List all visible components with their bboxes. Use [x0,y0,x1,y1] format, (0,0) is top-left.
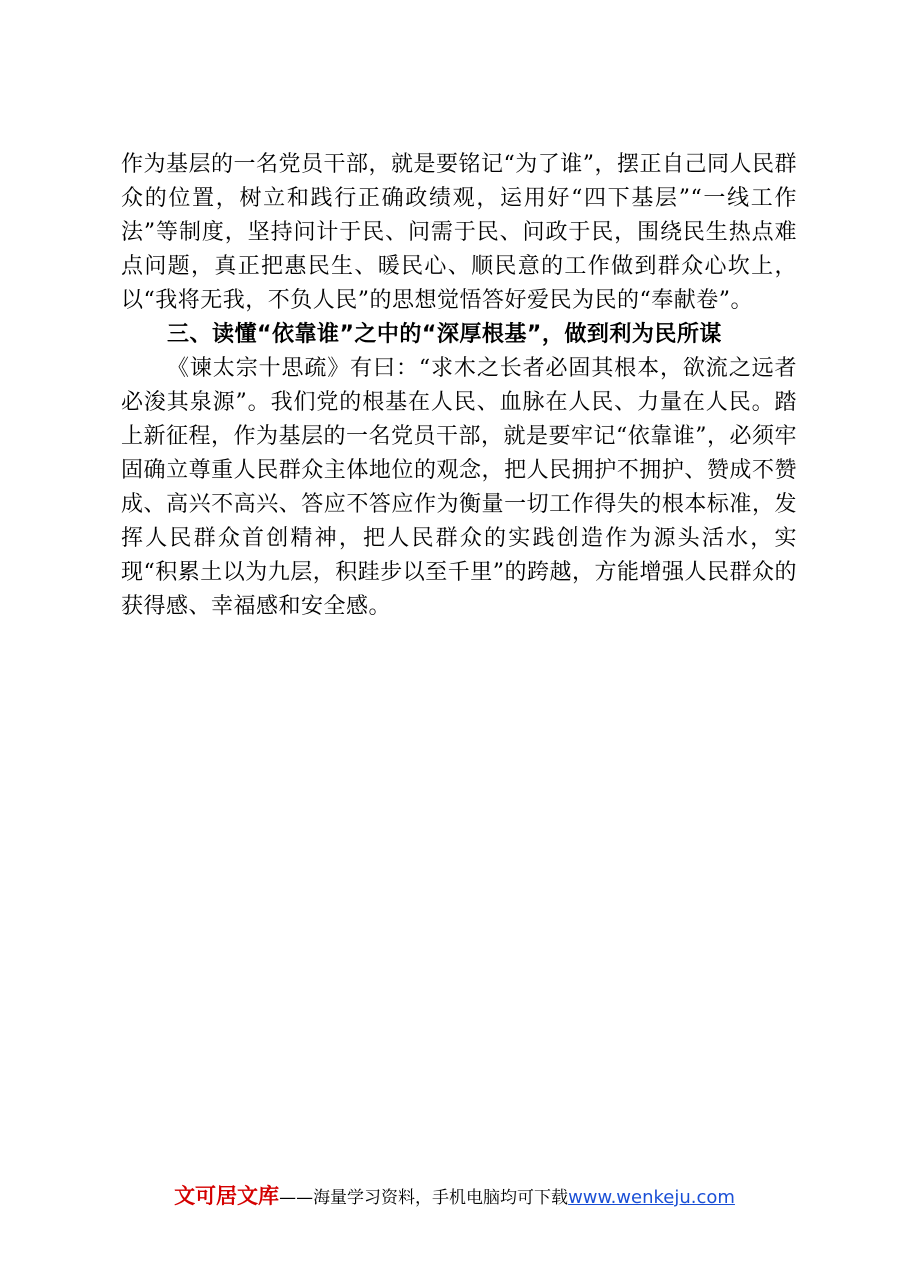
footer-tagline: ——海量学习资料，手机电脑均可下载 [279,1188,569,1208]
footer-site-link[interactable]: www.wenkeju.com [568,1187,735,1208]
paragraph-continuation: 作为基层的一名党员干部，就是要铭记“为了谁”，摆正自己同人民群众的位置，树立和践行正确政绩观，运用好“四下基层”“一线工作法”等制度，坚持问计于民、问需于民、问政于民，围绕民生热点难点问题，真正把惠民生、暖民心、顺民意的工作做到群众心坎上，以“我将无我，不负人民”的思想觉悟答好爱民为民的“奉献卷”。 [121,152,797,313]
paragraph-section-three: 《谏太宗十思疏》有曰：“求木之长者必固其根本，欲流之远者必浚其泉源”。我们党的根基在人民、血脉在人民、力量在人民。踏上新征程，作为基层的一名党员干部，就是要牢记“依靠谁”，必须牢固确立尊重人民群众主体地位的观念，把人民拥护不拥护、赞成不赞成、高兴不高兴、答应不答应作为衡量一切工作得失的根本标准，发挥人民群众首创精神，把人民群众的实践创造作为源头活水，实现“积累土以为九层，积跬步以至千里”的跨越，方能增强人民群众的获得感、幸福感和安全感。 [121,356,797,619]
footer-banner [0,1182,909,1212]
section-heading-three: 三、读懂“依靠谁”之中的“深厚根基”，做到利为民所谋 [167,322,722,347]
document-body [121,148,797,624]
footer-brand: 文可居文库 [174,1184,280,1208]
